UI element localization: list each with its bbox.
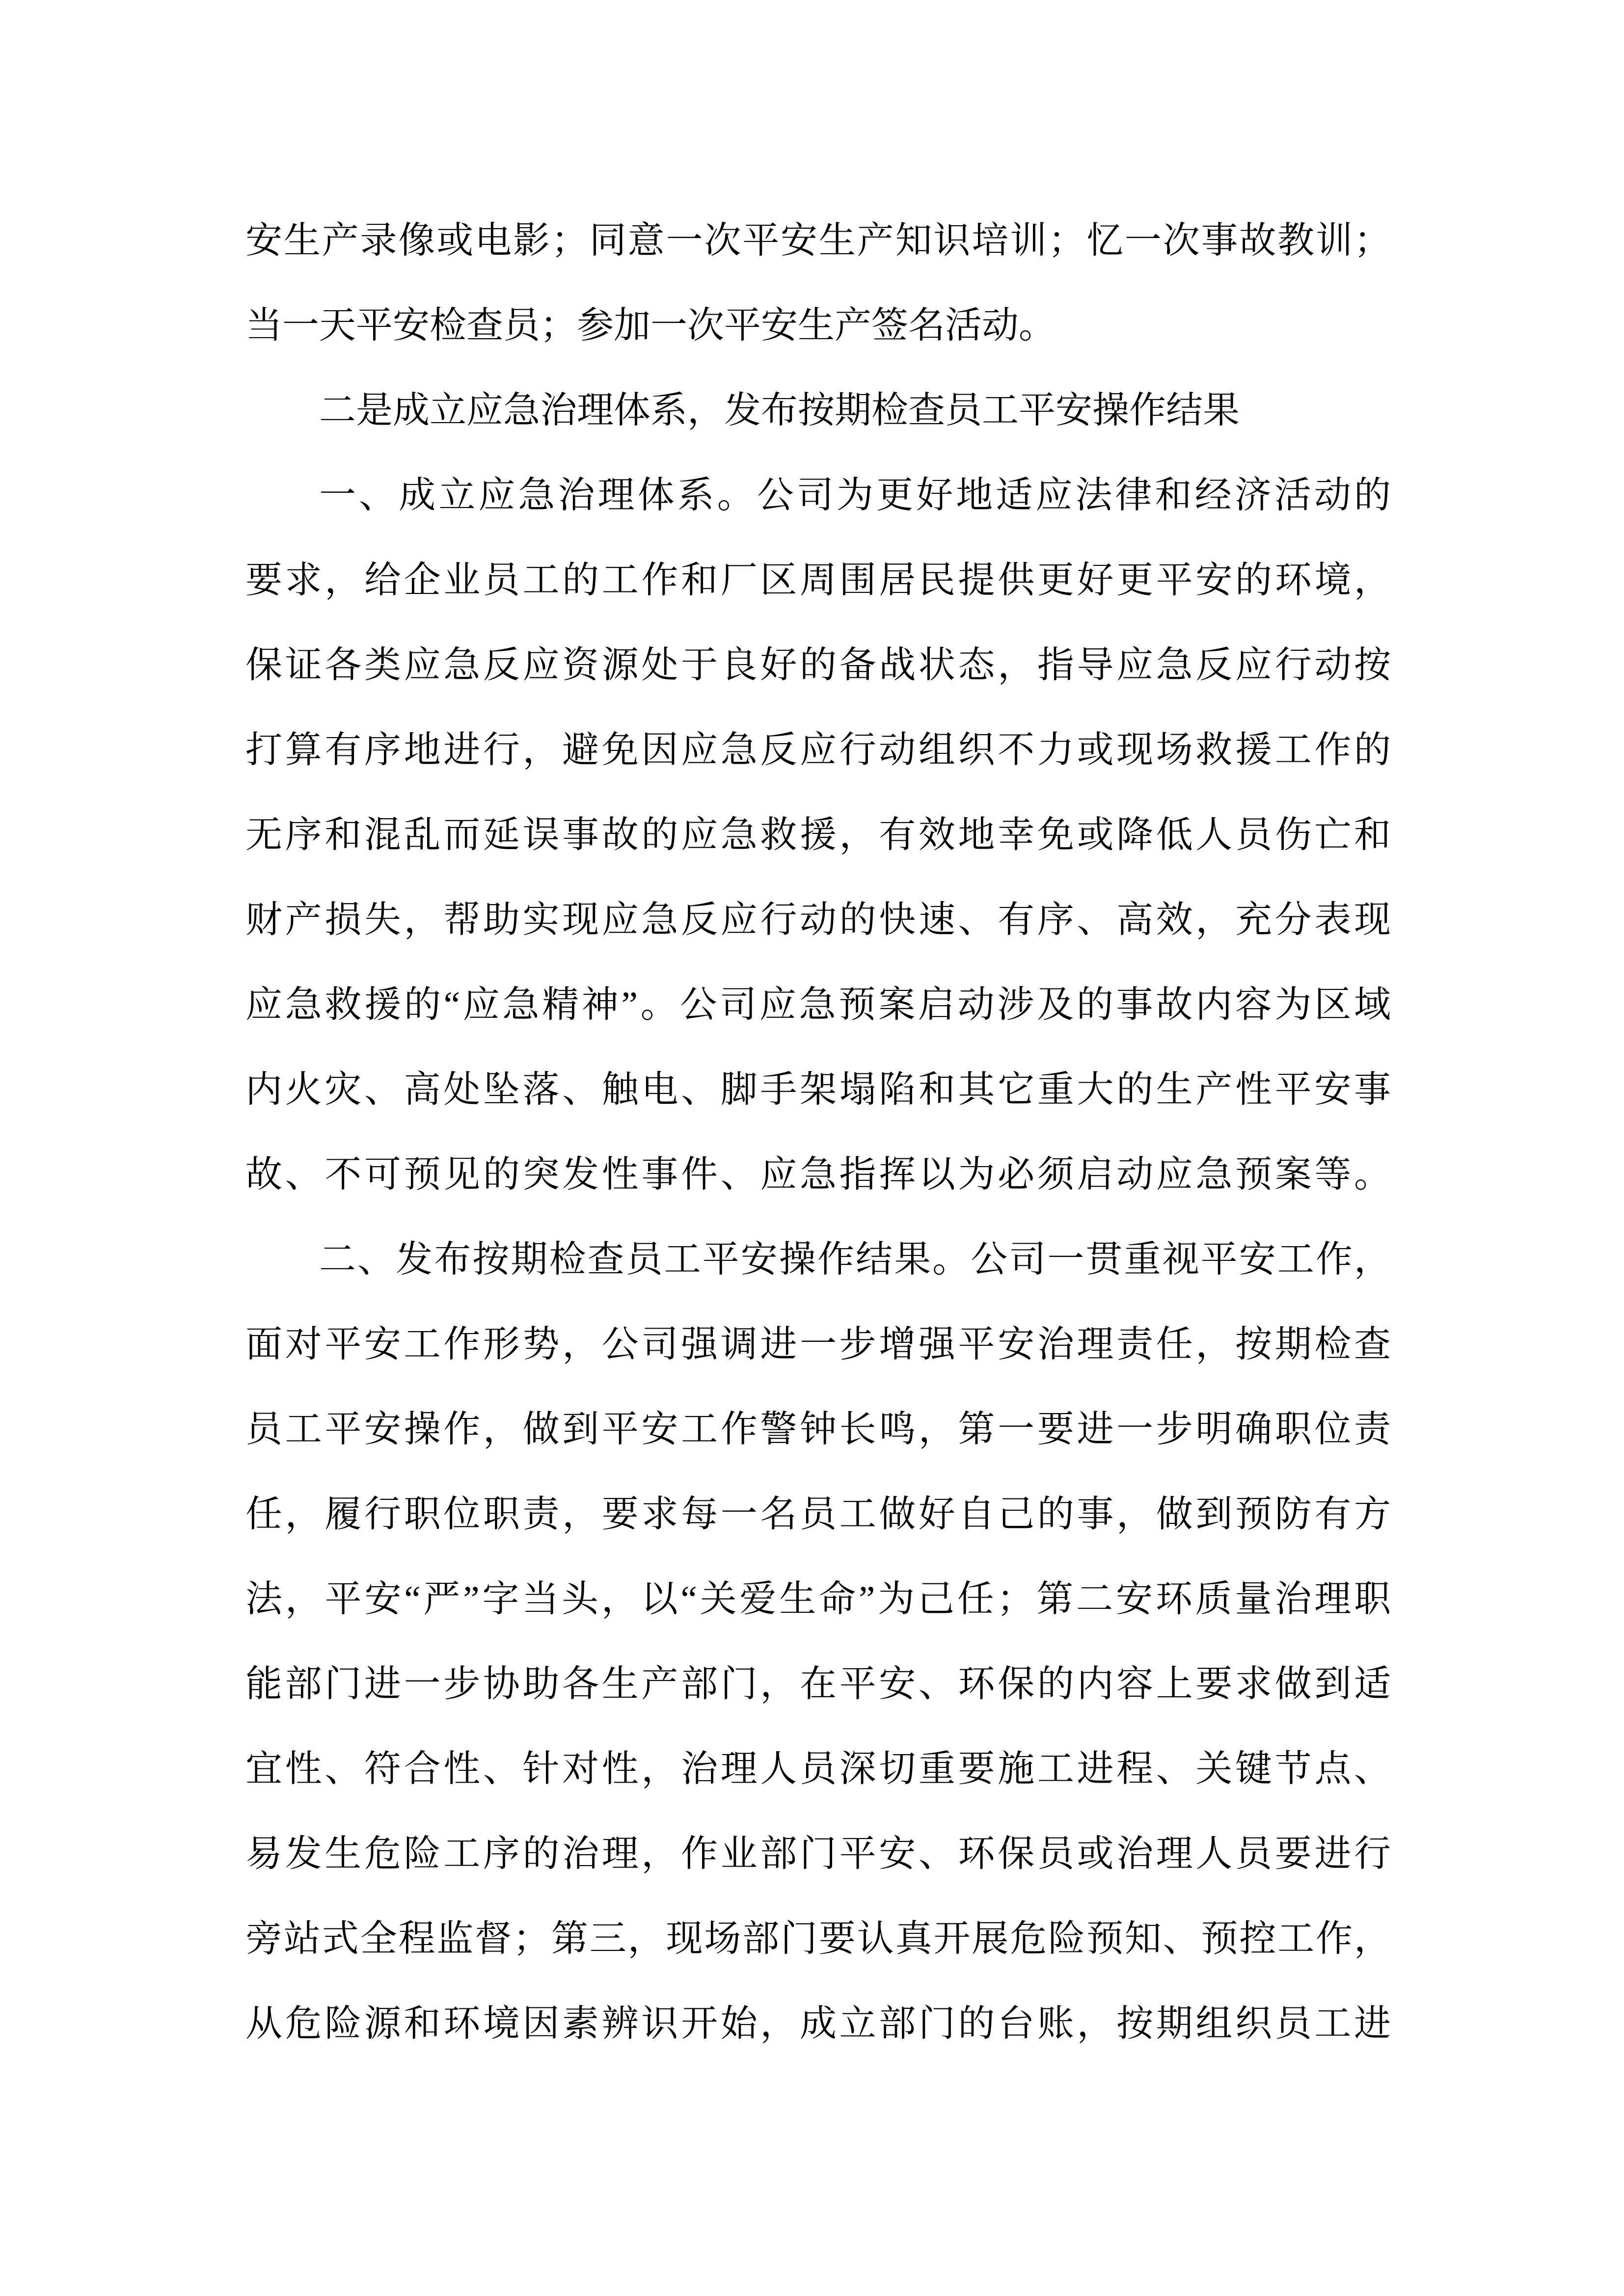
paragraph-4-line-2: 面对平安工作形势，公司强调进一步增强平安治理责任，按期检查 — [245, 1324, 1391, 1365]
paragraph-4-line-5: 法，平安“严”字当头，以“关爱生命”为己任；第二安环质量治理职 — [245, 1579, 1391, 1620]
paragraph-3-line-1: 一、成立应急治理体系。公司为更好地适应法律和经济活动的 — [319, 475, 1391, 516]
paragraph-1-line-2: 当一天平安检查员；参加一次平安生产签名活动。 — [245, 305, 1056, 346]
paragraph-3-line-2: 要求，给企业员工的工作和厂区周围居民提供更好更平安的环境， — [245, 560, 1391, 601]
paragraph-4-line-8: 易发生危险工序的治理，作业部门平安、环保员或治理人员要进行 — [245, 1834, 1391, 1874]
paragraph-3-line-4: 打算有序地进行，避免因应急反应行动组织不力或现场救援工作的 — [245, 730, 1391, 771]
paragraph-4-line-10: 从危险源和环境因素辨识开始，成立部门的台账，按期组织员工进 — [245, 2003, 1391, 2044]
paragraph-3-line-5: 无序和混乱而延误事故的应急救援，有效地幸免或降低人员伤亡和 — [245, 815, 1391, 855]
document-body — [245, 198, 1391, 2066]
paragraph-3-line-3: 保证各类应急反应资源处于良好的备战状态，指导应急反应行动按 — [245, 645, 1391, 686]
paragraph-4-line-3: 员工平安操作，做到平安工作警钟长鸣，第一要进一步明确职位责 — [245, 1409, 1391, 1450]
paragraph-3-line-8: 内火灾、高处坠落、触电、脚手架塌陷和其它重大的生产性平安事 — [245, 1069, 1391, 1110]
paragraph-4-line-9: 旁站式全程监督；第三，现场部门要认真开展危险预知、预控工作， — [245, 1919, 1391, 1959]
paragraph-4-line-4: 任，履行职位职责，要求每一名员工做好自己的事，做到预防有方 — [245, 1494, 1391, 1535]
paragraph-1-line-1: 安生产录像或电影；同意一次平安生产知识培训；忆一次事故教训； — [245, 220, 1391, 261]
paragraph-4-line-6: 能部门进一步协助各生产部门，在平安、环保的内容上要求做到适 — [245, 1664, 1391, 1705]
paragraph-3-line-7: 应急救援的“应急精神”。公司应急预案启动涉及的事故内容为区域 — [245, 985, 1391, 1025]
paragraph-3-line-6: 财产损失，帮助实现应急反应行动的快速、有序、高效，充分表现 — [245, 900, 1391, 940]
paragraph-4-line-1: 二、发布按期检查员工平安操作结果。公司一贯重视平安工作， — [319, 1239, 1391, 1280]
paragraph-4-line-7: 宜性、符合性、针对性，治理人员深切重要施工进程、关键节点、 — [245, 1749, 1391, 1789]
paragraph-3-line-9: 故、不可预见的突发性事件、应急指挥以为必须启动应急预案等。 — [245, 1154, 1391, 1195]
paragraph-2-line-1: 二是成立应急治理体系，发布按期检查员工平安操作结果 — [319, 390, 1240, 431]
